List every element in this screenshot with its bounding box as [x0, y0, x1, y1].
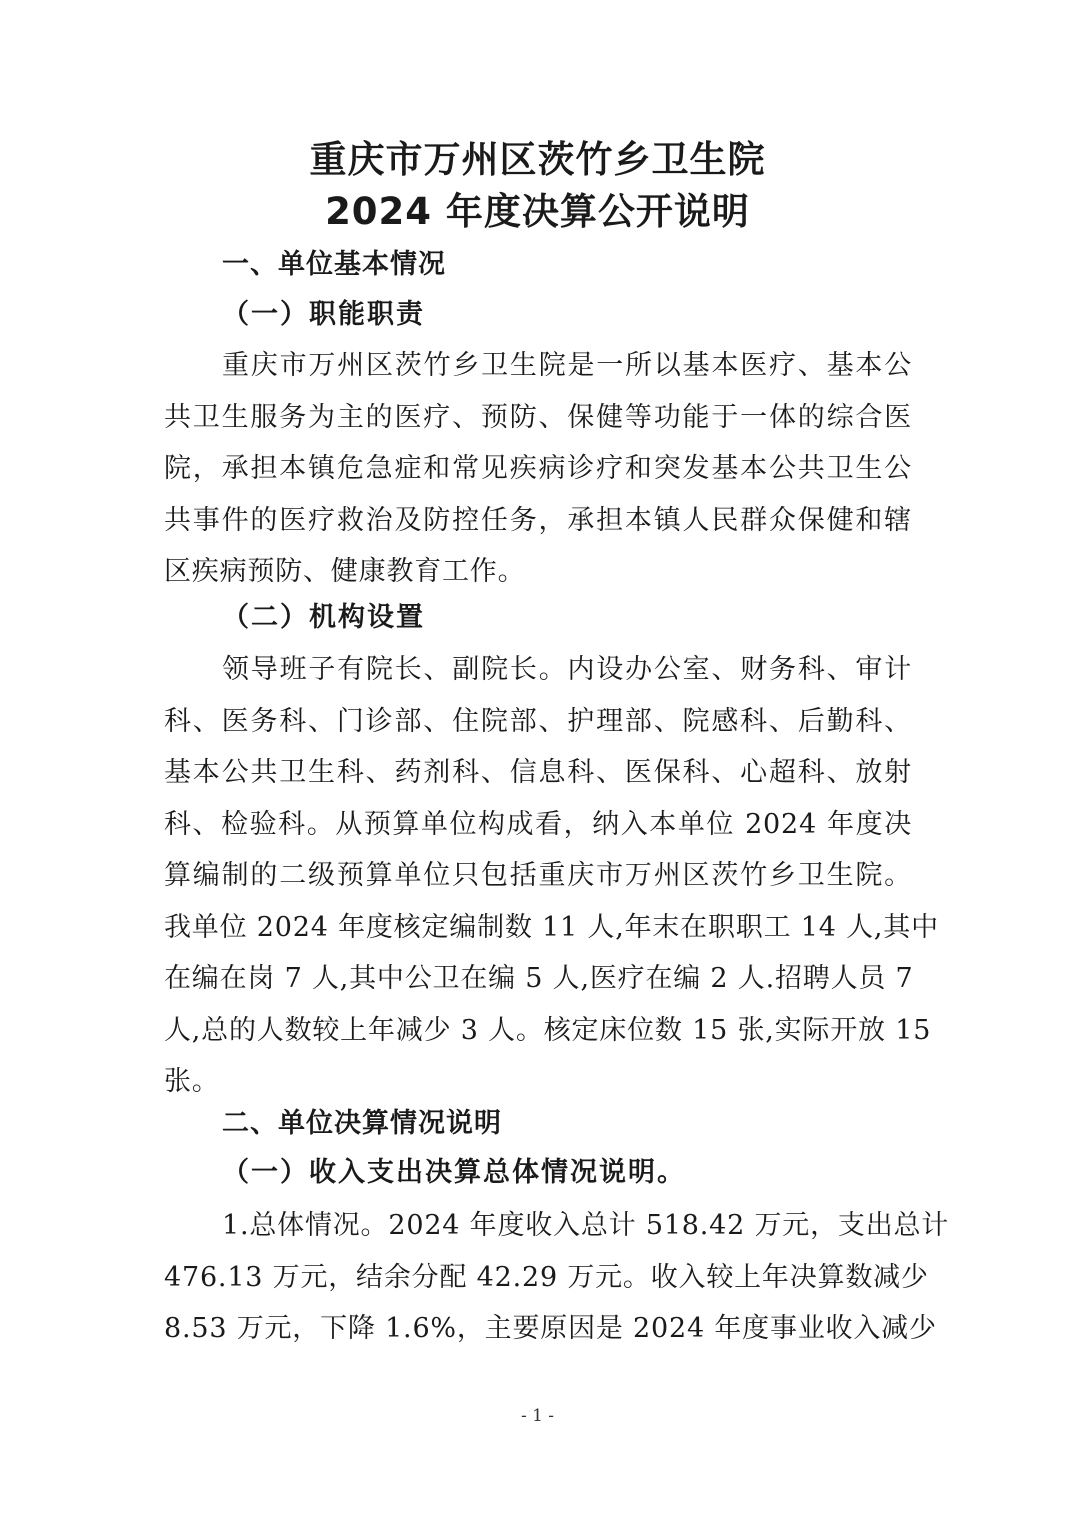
paragraph-line: 重庆市万州区茨竹乡卫生院是一所以基本医疗、基本公 [222, 350, 912, 381]
page-number: - 1 - [520, 1406, 555, 1426]
paragraph-line: 基本公共卫生科、药剂科、信息科、医保科、心超科、放射 [164, 757, 912, 788]
paragraph-line: 8.53 万元，下降 1.6%，主要原因是 2024 年度事业收入减少 [164, 1313, 937, 1344]
paragraph-line: 领导班子有院长、副院长。内设办公室、财务科、审计 [222, 654, 912, 685]
paragraph-line: 院，承担本镇危急症和常见疾病诊疗和突发基本公共卫生公 [164, 453, 912, 484]
paragraph-line: 共事件的医疗救治及防控任务，承担本镇人民群众保健和辖 [164, 504, 912, 536]
paragraph-line: 科、医务科、门诊部、住院部、护理部、院感科、后勤科、 [164, 705, 912, 737]
paragraph-line: 共卫生服务为主的医疗、预防、保健等功能于一体的综合医 [164, 401, 912, 433]
section-1-sub-1-heading: （一）职能职责 [222, 299, 425, 330]
section-1-sub-2-heading: （二）机构设置 [222, 602, 425, 633]
paragraph-line: 算编制的二级预算单位只包括重庆市万州区茨竹乡卫生院。 [164, 860, 912, 891]
paragraph-line: 人,总的人数较上年减少 3 人。核定床位数 15 张,实际开放 15 [164, 1014, 932, 1046]
paragraph-line: 张。 [164, 1066, 220, 1097]
document-title-line-2: 2024 年度决算公开说明 [325, 190, 750, 233]
section-2-heading: 二、单位决算情况说明 [222, 1108, 502, 1139]
section-2-sub-1-heading: （一）收入支出决算总体情况说明。 [222, 1157, 686, 1188]
paragraph-line: 科、检验科。从预算单位构成看，纳入本单位 2024 年度决 [164, 808, 912, 840]
paragraph-line: 我单位 2024 年度核定编制数 11 人,年末在职职工 14 人,其中 [164, 911, 939, 943]
section-2-sub-1-paragraph [164, 1200, 950, 1355]
section-1-sub-1-paragraph [164, 340, 912, 598]
paragraph-line: 区疾病预防、健康教育工作。 [164, 556, 526, 587]
section-1-sub-2-paragraph [164, 644, 939, 1108]
paragraph-line: 476.13 万元，结余分配 42.29 万元。收入较上年决算数减少 [164, 1261, 929, 1293]
document-title-line-1: 重庆市万州区茨竹乡卫生院 [309, 138, 766, 181]
paragraph-line: 在编在岗 7 人,其中公卫在编 5 人,医疗在编 2 人.招聘人员 7 [164, 963, 914, 994]
paragraph-line: 1.总体情况。2024 年度收入总计 518.42 万元，支出总计 [222, 1210, 950, 1241]
section-1-heading: 一、单位基本情况 [222, 249, 446, 280]
